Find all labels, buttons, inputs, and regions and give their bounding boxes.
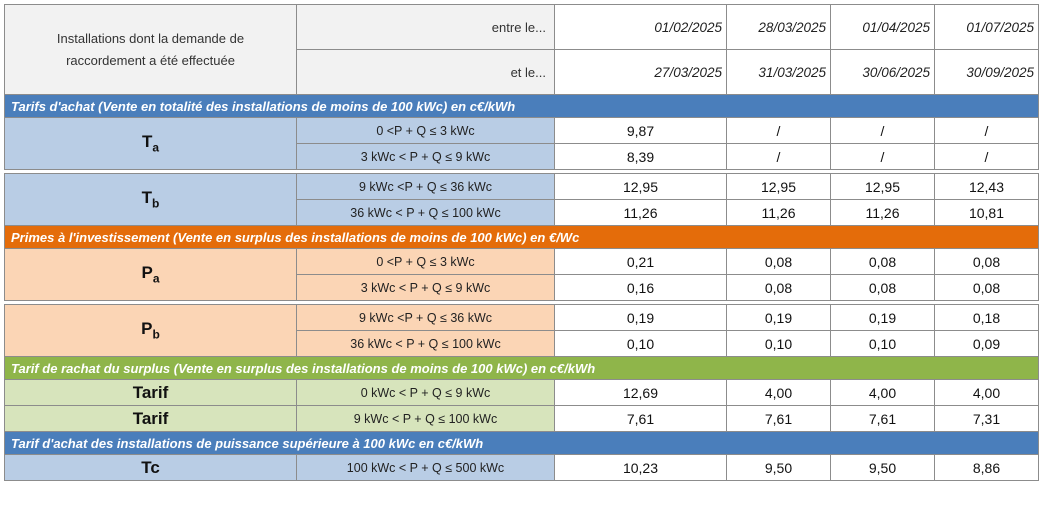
range-tarif-1: 0 kWc < P + Q ≤ 9 kWc: [297, 380, 555, 406]
header-label: [5, 5, 297, 95]
value-cell: 0,08: [727, 275, 831, 301]
label-pa: $P_a$: [5, 249, 297, 301]
value-cell: /: [935, 118, 1039, 144]
value-cell: 12,69: [555, 380, 727, 406]
value-cell: 4,00: [935, 380, 1039, 406]
section-large-installations: Tarif d'achat des installations de puissance supérieure à 100 kWc en c€/kWh: [5, 432, 1039, 455]
label-tb: $T_b$: [5, 174, 297, 226]
header-label-line2: raccordement a été effectuée: [66, 52, 235, 68]
value-cell: 8,39: [555, 144, 727, 170]
value-cell: 12,43: [935, 174, 1039, 200]
range-pb-1: 9 kWc <P + Q ≤ 36 kWc: [297, 305, 555, 331]
value-cell: 9,50: [727, 455, 831, 481]
to-date-3: 30/06/2025: [831, 50, 935, 95]
label-ta: $T_a$: [5, 118, 297, 170]
value-cell: 9,87: [555, 118, 727, 144]
value-cell: 10,23: [555, 455, 727, 481]
value-cell: 7,61: [727, 406, 831, 432]
range-tb-1: 9 kWc <P + Q ≤ 36 kWc: [297, 174, 555, 200]
value-cell: 11,26: [831, 200, 935, 226]
range-pa-1: 0 <P + Q ≤ 3 kWc: [297, 249, 555, 275]
value-cell: 0,08: [831, 249, 935, 275]
value-cell: /: [935, 144, 1039, 170]
range-ta-1: 0 <P + Q ≤ 3 kWc: [297, 118, 555, 144]
range-tc: 100 kWc < P + Q ≤ 500 kWc: [297, 455, 555, 481]
value-cell: 0,10: [727, 331, 831, 357]
label-tarif-1: Tarif: [5, 380, 297, 406]
tariff-table: [4, 4, 1039, 481]
value-cell: 0,21: [555, 249, 727, 275]
value-cell: 7,61: [831, 406, 935, 432]
value-cell: /: [831, 118, 935, 144]
label-tarif-2: Tarif: [5, 406, 297, 432]
value-cell: 10,81: [935, 200, 1039, 226]
value-cell: 0,08: [831, 275, 935, 301]
value-cell: 7,61: [555, 406, 727, 432]
from-date-4: 01/07/2025: [935, 5, 1039, 50]
value-cell: 0,09: [935, 331, 1039, 357]
label-pb: $P_b$: [5, 305, 297, 357]
header-and: et le...: [297, 50, 555, 95]
range-pb-2: 36 kWc < P + Q ≤ 100 kWc: [297, 331, 555, 357]
range-pa-2: 3 kWc < P + Q ≤ 9 kWc: [297, 275, 555, 301]
from-date-1: 01/02/2025: [555, 5, 727, 50]
value-cell: 9,50: [831, 455, 935, 481]
value-cell: 0,08: [935, 275, 1039, 301]
value-cell: 0,08: [727, 249, 831, 275]
value-cell: 0,19: [831, 305, 935, 331]
value-cell: 4,00: [831, 380, 935, 406]
label-tc: Tc: [5, 455, 297, 481]
value-cell: 12,95: [831, 174, 935, 200]
value-cell: 0,10: [831, 331, 935, 357]
from-date-2: 28/03/2025: [727, 5, 831, 50]
value-cell: /: [727, 118, 831, 144]
value-cell: 4,00: [727, 380, 831, 406]
section-purchase-tariffs: Tarifs d'achat (Vente en totalité des installations de moins de 100 kWc) en c€/kWh: [5, 95, 1039, 118]
range-tb-2: 36 kWc < P + Q ≤ 100 kWc: [297, 200, 555, 226]
header-label-line1: Installations dont la demande de: [56, 30, 245, 46]
value-cell: 12,95: [727, 174, 831, 200]
to-date-1: 27/03/2025: [555, 50, 727, 95]
value-cell: /: [727, 144, 831, 170]
section-surplus-tariff: Tarif de rachat du surplus (Vente en surplus des installations de moins de 100 kWc) en c€/kWh: [5, 357, 1039, 380]
value-cell: 0,18: [935, 305, 1039, 331]
value-cell: 0,19: [727, 305, 831, 331]
from-date-3: 01/04/2025: [831, 5, 935, 50]
value-cell: 7,31: [935, 406, 1039, 432]
value-cell: 0,19: [555, 305, 727, 331]
to-date-4: 30/09/2025: [935, 50, 1039, 95]
value-cell: 12,95: [555, 174, 727, 200]
to-date-2: 31/03/2025: [727, 50, 831, 95]
value-cell: 8,86: [935, 455, 1039, 481]
value-cell: 11,26: [555, 200, 727, 226]
range-ta-2: 3 kWc < P + Q ≤ 9 kWc: [297, 144, 555, 170]
value-cell: 11,26: [727, 200, 831, 226]
value-cell: 0,08: [935, 249, 1039, 275]
value-cell: /: [831, 144, 935, 170]
range-tarif-2: 9 kWc < P + Q ≤ 100 kWc: [297, 406, 555, 432]
value-cell: 0,10: [555, 331, 727, 357]
value-cell: 0,16: [555, 275, 727, 301]
section-investment-premiums: Primes à l'investissement (Vente en surplus des installations de moins de 100 kWc) en €/Wc: [5, 226, 1039, 249]
header-between: entre le...: [297, 5, 555, 50]
